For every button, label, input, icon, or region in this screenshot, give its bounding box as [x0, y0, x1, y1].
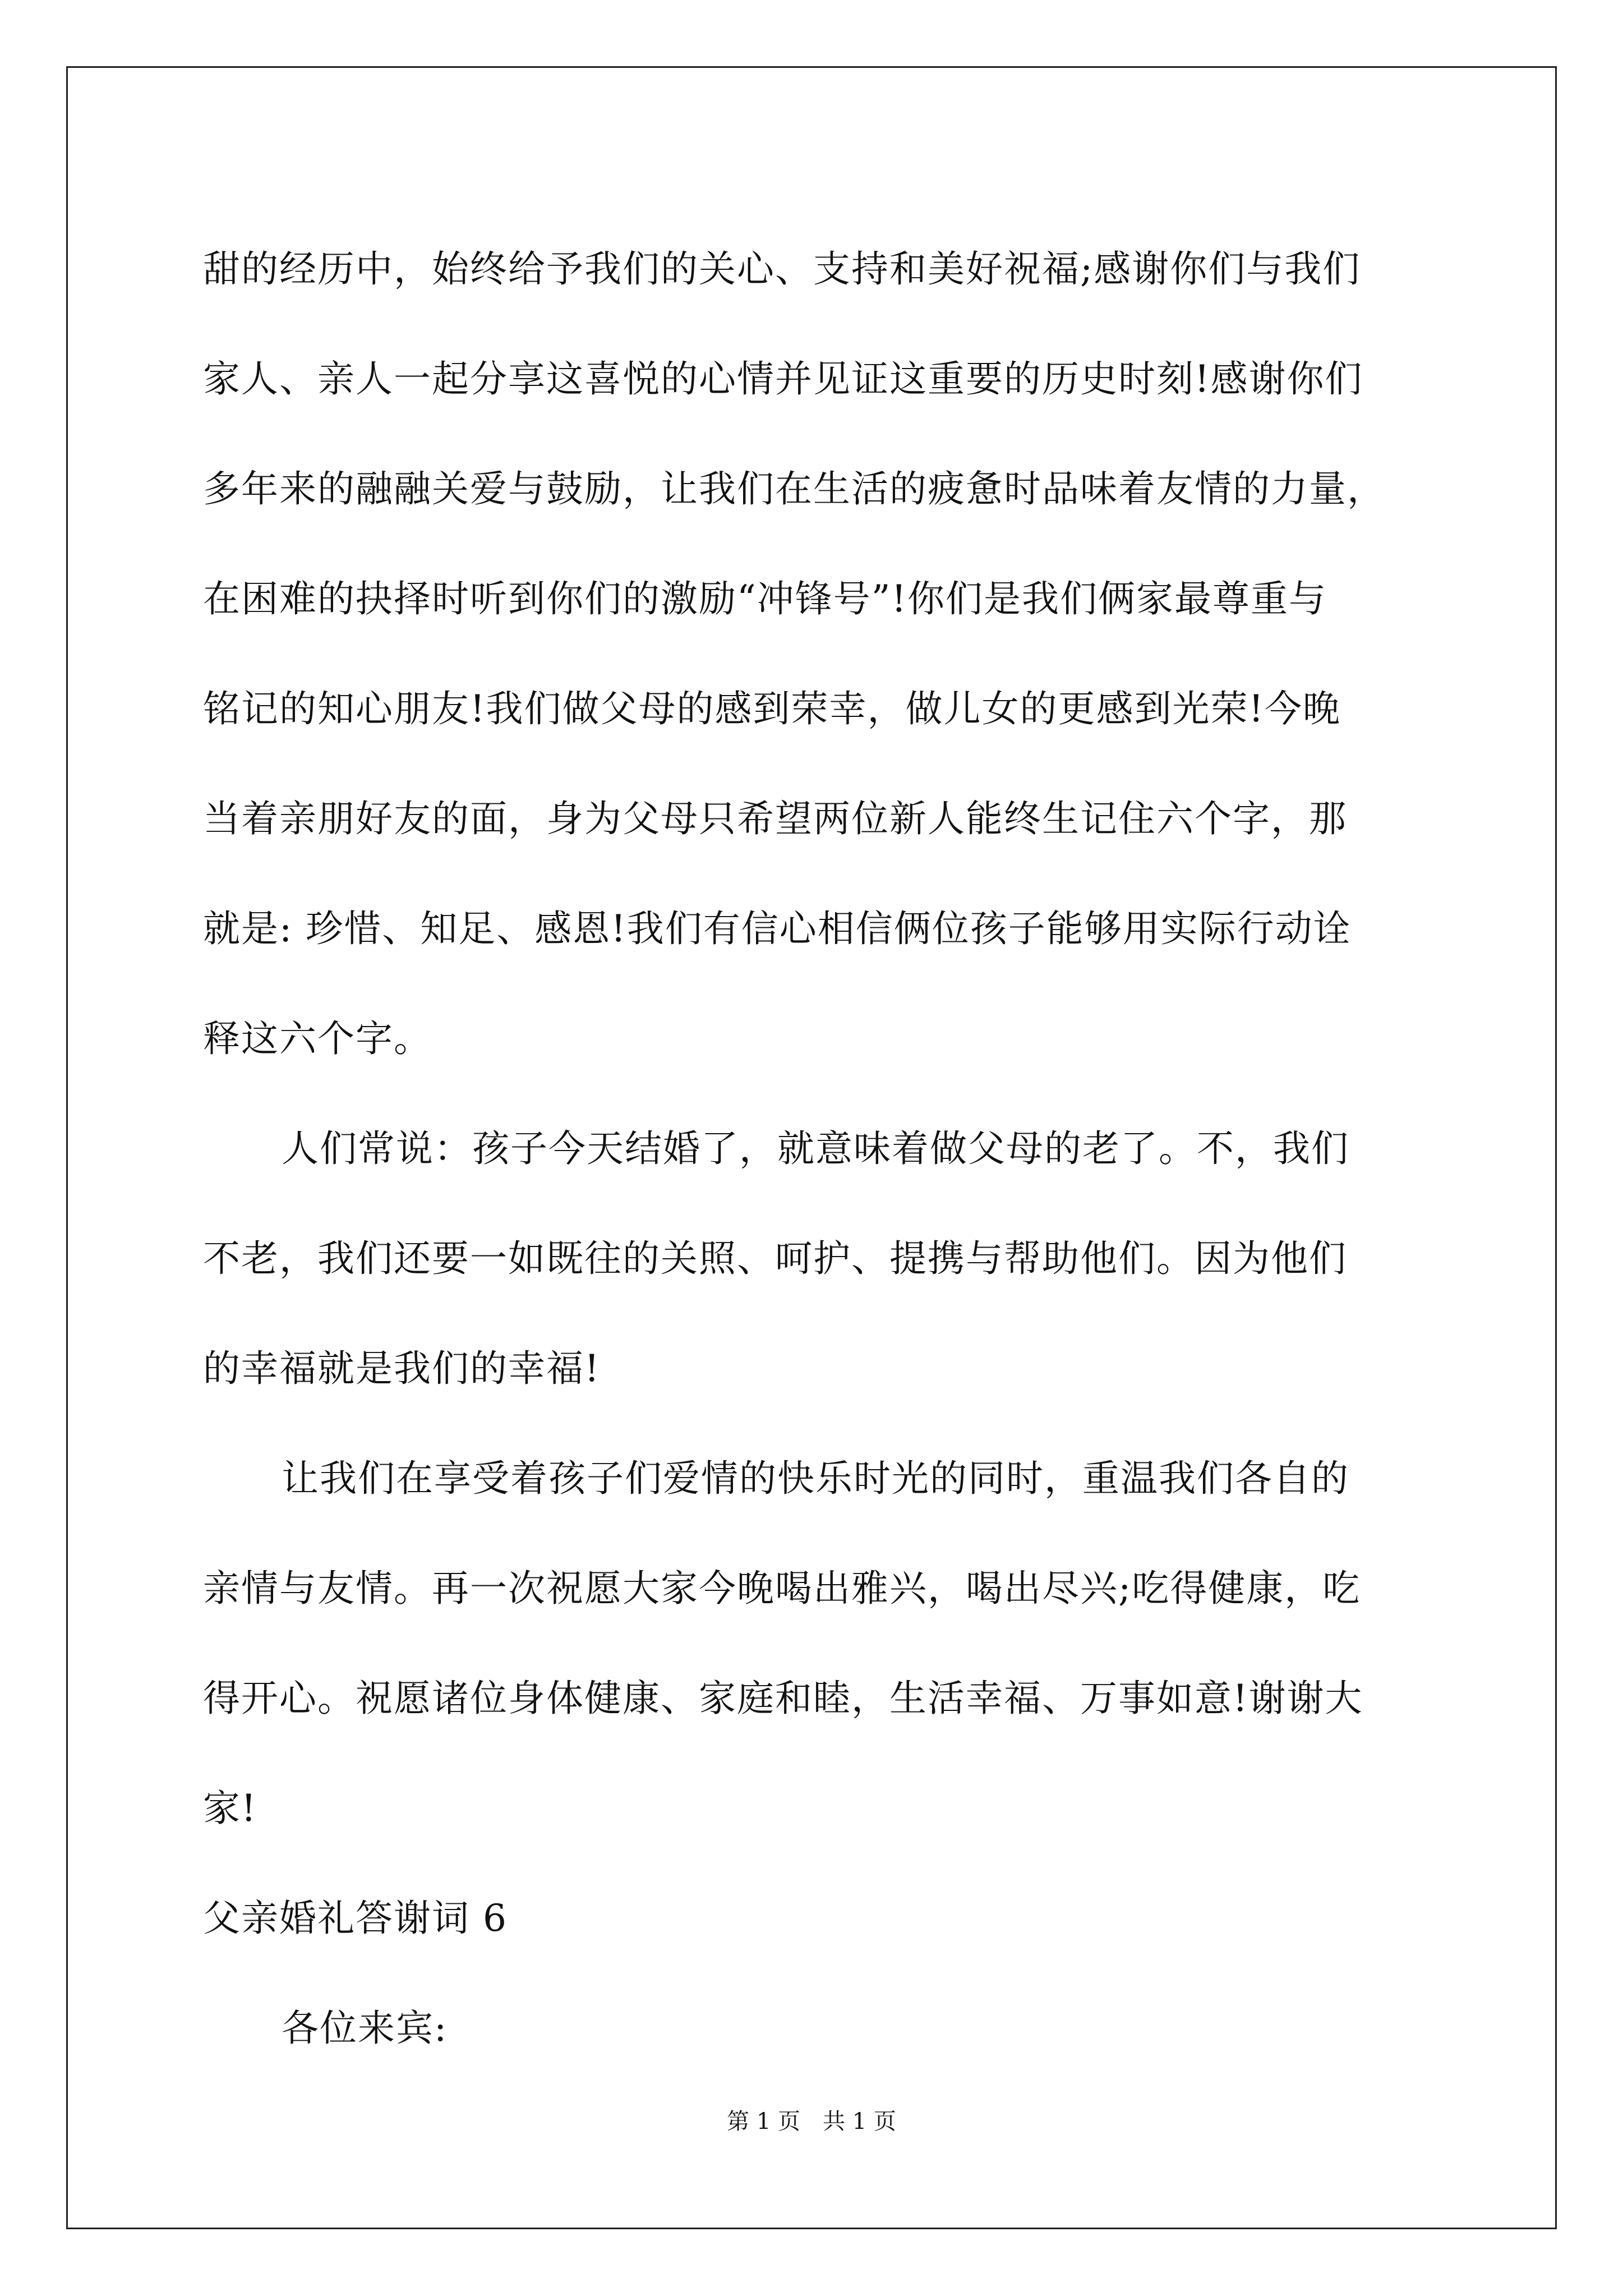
page-footer: 第 1 页 共 1 页: [727, 2109, 896, 2134]
paragraph-line: 铭记的知心朋友!我们做父母的感到荣幸，做儿女的更感到光荣!今晚: [203, 687, 1341, 730]
paragraph-line: 得开心。祝愿诸位身体健康、家庭和睦，生活幸福、万事如意!谢谢大: [203, 1677, 1363, 1720]
paragraph-line: 多年来的融融关爱与鼓励，让我们在生活的疲惫时品味着友情的力量，: [203, 467, 1385, 510]
section-heading: 父亲婚礼答谢词 6: [203, 1897, 508, 1940]
salutation: 各位来宾:: [282, 2007, 448, 2050]
document-body: [203, 214, 1426, 2083]
paragraph-line: 人们常说：孩子今天结婚了，就意味着做父母的老了。不，我们: [282, 1127, 1349, 1170]
paragraph-line: 甜的经历中，始终给予我们的关心、支持和美好祝福;感谢你们与我们: [203, 247, 1361, 291]
paragraph-line: 不老，我们还要一如既往的关照、呵护、提携与帮助他们。因为他们: [203, 1237, 1347, 1280]
paragraph-line: 亲情与友情。再一次祝愿大家今晚喝出雅兴，喝出尽兴;吃得健康，吃: [203, 1567, 1361, 1610]
paragraph-line: 家!: [203, 1787, 257, 1830]
paragraph-line: 的幸福就是我们的幸福!: [203, 1347, 601, 1390]
paragraph-line: 家人、亲人一起分享这喜悦的心情并见证这重要的历史时刻!感谢你们: [203, 357, 1363, 401]
paragraph-line: 当着亲朋好友的面，身为父母只希望两位新人能终生记住六个字，那: [203, 797, 1347, 840]
paragraph-line: 让我们在享受着孩子们爱情的快乐时光的同时，重温我们各自的: [282, 1457, 1349, 1500]
paragraph-line: 在困难的抉择时听到你们的激励“冲锋号”!你们是我们俩家最尊重与: [203, 577, 1327, 620]
paragraph-line: 释这六个字。: [203, 1017, 432, 1060]
paragraph-line: 就是: 珍惜、知足、感恩!我们有信心相信俩位孩子能够用实际行动诠: [203, 907, 1352, 950]
